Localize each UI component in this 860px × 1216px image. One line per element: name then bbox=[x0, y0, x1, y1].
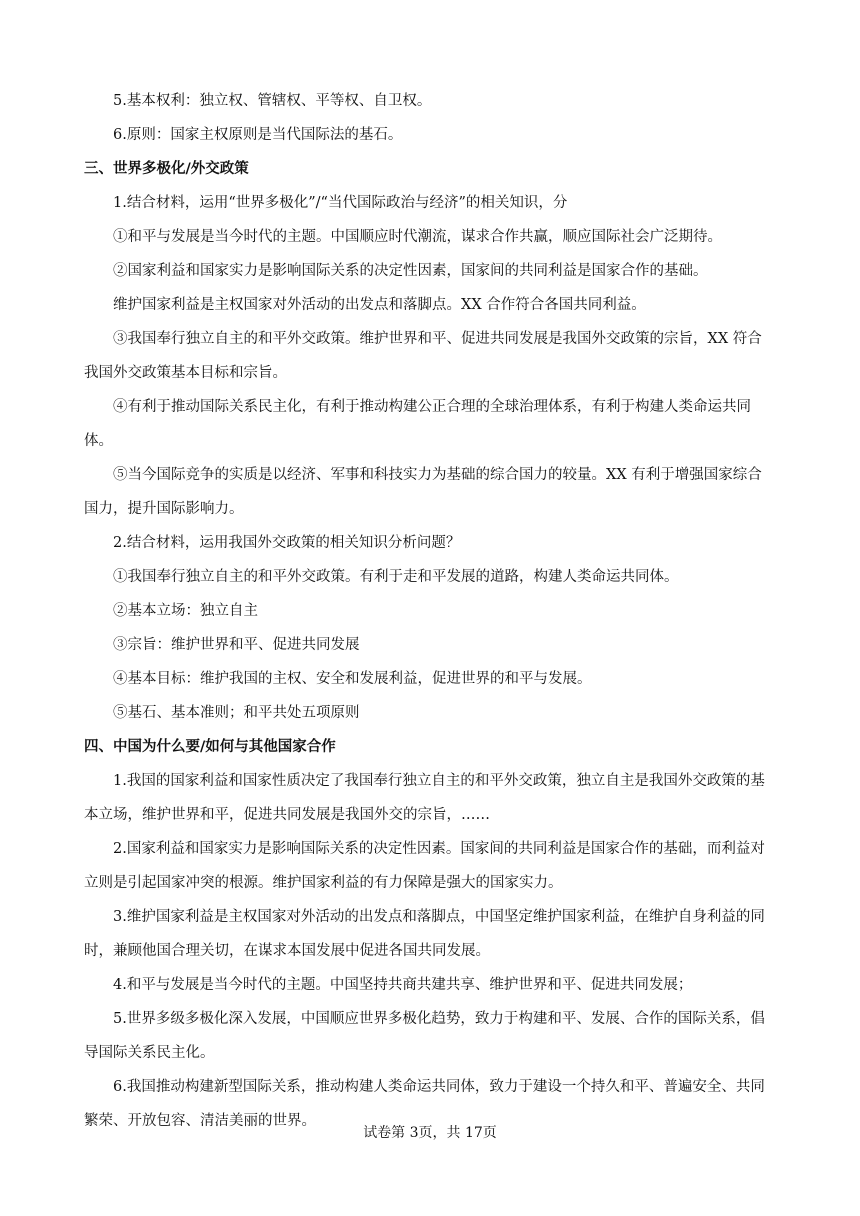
paragraph: ②国家利益和国家实力是影响国际关系的决定性因素，国家间的共同利益是国家合作的基础。 bbox=[113, 263, 708, 279]
paragraph: ①和平与发展是当今时代的主题。中国顺应时代潮流，谋求合作共赢，顺应国际社会广泛期待。 bbox=[113, 229, 722, 245]
paragraph: 3.维护国家利益是主权国家对外活动的出发点和落脚点，中国坚定维护国家利益，在维护自身利益的同时，兼顾他国合理关切，在谋求本国发展中促进各国共同发展。 bbox=[84, 909, 765, 959]
paragraph: 5.世界多级多极化深入发展，中国顺应世界多极化趋势，致力于构建和平、发展、合作的国际关系，倡导国际关系民主化。 bbox=[84, 1011, 765, 1061]
section-heading: 四、中国为什么要/如何与其他国家合作 bbox=[84, 739, 336, 755]
paragraph: ③宗旨：维护世界和平、促进共同发展 bbox=[113, 637, 360, 653]
paragraph: 5.基本权利：独立权、管辖权、平等权、自卫权。 bbox=[113, 93, 432, 109]
page-footer: 试卷第 3页，共 17页 bbox=[363, 1125, 497, 1141]
paragraph: 6.我国推动构建新型国际关系，推动构建人类命运共同体，致力于建设一个持久和平、普遍安全、共同繁荣、开放包容、清洁美丽的世界。 bbox=[84, 1079, 765, 1129]
document-body bbox=[84, 84, 776, 1138]
section-heading: 三、世界多极化/外交政策 bbox=[84, 161, 249, 177]
paragraph: 6.原则：国家主权原则是当代国际法的基石。 bbox=[113, 127, 403, 143]
paragraph: 维护国家利益是主权国家对外活动的出发点和落脚点。XX 合作符合各国共同利益。 bbox=[113, 297, 646, 313]
paragraph: 4.和平与发展是当今时代的主题。中国坚持共商共建共享、维护世界和平、促进共同发展； bbox=[113, 977, 693, 993]
paragraph: ⑤基石、基本准则；和平共处五项原则 bbox=[113, 705, 360, 721]
paragraph: ④基本目标：维护我国的主权、安全和发展利益，促进世界的和平与发展。 bbox=[113, 671, 592, 687]
paragraph: ①我国奉行独立自主的和平外交政策。有利于走和平发展的道路，构建人类命运共同体。 bbox=[113, 569, 679, 585]
paragraph: ③我国奉行独立自主的和平外交政策。维护世界和平、促进共同发展是我国外交政策的宗旨，XX 符合我国外交政策基本目标和宗旨。 bbox=[84, 331, 762, 381]
paragraph: 1.结合材料，运用“世界多极化”/“当代国际政治与经济”的相关知识，分 bbox=[113, 195, 568, 211]
paragraph: ②基本立场：独立自主 bbox=[113, 603, 258, 619]
paragraph: 2.国家利益和国家实力是影响国际关系的决定性因素。国家间的共同利益是国家合作的基础，而利益对立则是引起国家冲突的根源。维护国家利益的有力保障是强大的国家实力。 bbox=[84, 841, 765, 891]
paragraph: 2.结合材料，运用我国外交政策的相关知识分析问题？ bbox=[113, 535, 461, 551]
paragraph: ④有利于推动国际关系民主化，有利于推动构建公正合理的全球治理体系，有利于构建人类命运共同体。 bbox=[84, 399, 751, 449]
paragraph: 1.我国的国家利益和国家性质决定了我国奉行独立自主的和平外交政策，独立自主是我国外交政策的基本立场，维护世界和平，促进共同发展是我国外交的宗旨，…… bbox=[84, 773, 765, 823]
paragraph: ⑤当今国际竞争的实质是以经济、军事和科技实力为基础的综合国力的较量。XX 有利于增强国家综合国力，提升国际影响力。 bbox=[84, 467, 762, 517]
